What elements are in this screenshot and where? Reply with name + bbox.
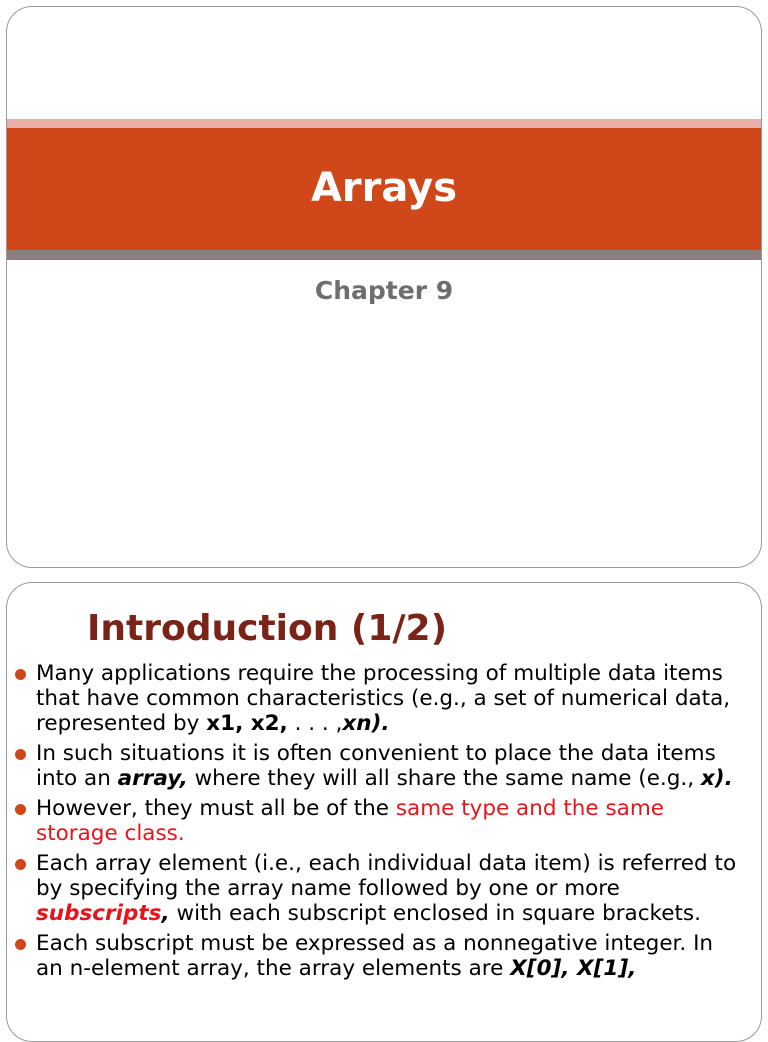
bullet-text: with each subscript enclosed in square brackets. — [169, 901, 701, 926]
bullet-text: Many applications require the processing of multiple data items that have common characteristics (e.g., a set of numerical data, represented by — [36, 661, 731, 736]
bullet-dot-icon — [15, 749, 26, 760]
bullet-dot-icon — [15, 804, 26, 815]
bullet-item — [7, 851, 741, 926]
bullet-emphasis: X[0], X[1], — [510, 956, 637, 981]
bullet-item — [7, 796, 741, 846]
bullet-item — [7, 931, 741, 981]
introduction-slide — [6, 582, 762, 1042]
slide-heading: Introduction (1/2) — [87, 608, 448, 649]
title-band-bottom-stripe — [7, 250, 761, 260]
bullet-emphasis: array, — [117, 766, 188, 791]
bullet-emphasis: x1, x2, — [206, 711, 288, 736]
slide-subtitle: Chapter 9 — [314, 276, 454, 305]
bullet-dot-icon — [15, 669, 26, 680]
bullet-emphasis: xn). — [342, 711, 390, 736]
bullet-text: In such situations it is often convenient to place the data items into an — [36, 741, 716, 791]
bullet-list — [7, 661, 741, 986]
bullet-item — [7, 741, 741, 791]
bullet-text: Each subscript must be expressed as a nonnegative integer. In an n-element array, the array elements are — [36, 931, 714, 981]
title-band-top-stripe — [7, 119, 761, 128]
bullet-item — [7, 661, 741, 736]
bullet-text: Each array element (i.e., each individual data item) is referred to by specifying the array name followed by one or more — [36, 851, 737, 901]
bullet-text: where they will all share the same name (e.g., — [187, 766, 701, 791]
bullet-text: . . . , — [287, 711, 343, 736]
bullet-highlight: same type and the same storage class — [36, 796, 665, 846]
slide-title: Arrays — [310, 165, 458, 211]
bullet-highlight: subscripts — [36, 901, 162, 926]
bullet-text: . — [177, 821, 185, 846]
bullet-emphasis: , — [161, 901, 170, 926]
bullet-dot-icon — [15, 939, 26, 950]
bullet-emphasis: x). — [700, 766, 733, 791]
title-slide — [6, 6, 762, 568]
bullet-text: However, they must all be of the — [36, 796, 396, 821]
bullet-dot-icon — [15, 859, 26, 870]
